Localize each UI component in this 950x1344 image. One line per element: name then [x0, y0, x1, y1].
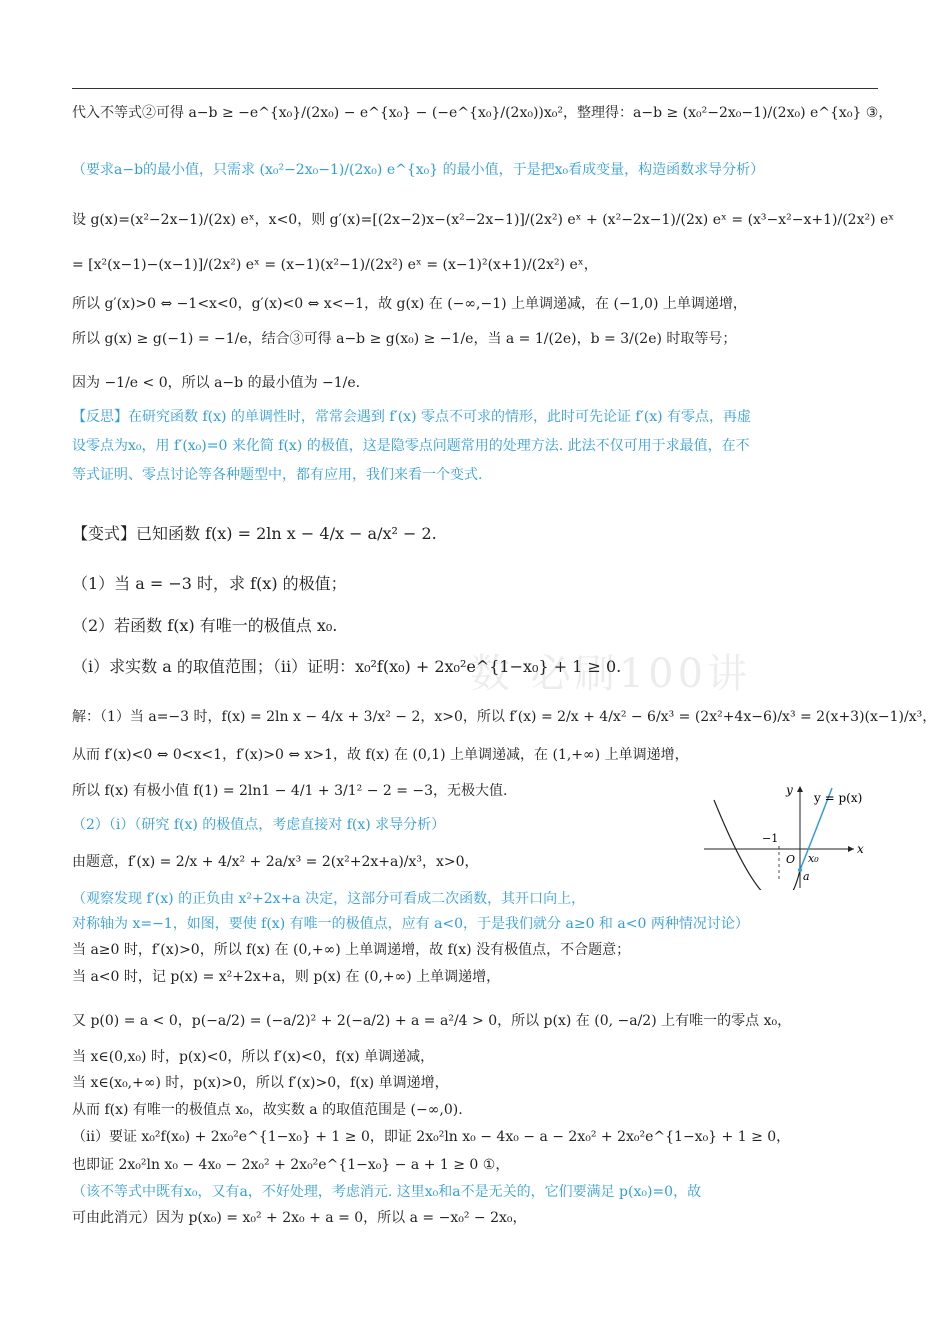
note-line: （该不等式中既有x₀，又有a，不好处理，考虑消元. 这里x₀和a不是无关的，它们要满足 p(x₀)=0，故 — [72, 1184, 702, 1200]
tick-label: −1 — [762, 832, 779, 845]
solution-line: 当 x∈(0,x₀) 时，p(x)<0，所以 f′(x)<0，f(x) 单调递减， — [72, 1049, 435, 1065]
text-line: 设 g(x)=(x²−2x−1)/(2x) eˣ，x<0，则 g′(x)=[(2x−2)x−(x²−2x−1)]/(2x²) eˣ + (x²−2x−1)/(2x) eˣ = (x³−x²−x+1)/(2x²) eˣ — [72, 212, 895, 228]
solution-line: 当 a≥0 时，f′(x)>0，所以 f(x) 在 (0,+∞) 上单调递增，故 f(x) 没有极值点，不合题意； — [72, 942, 631, 958]
intercept-point — [798, 868, 802, 872]
text-line: 所以 g′(x)>0 ⇔ −1<x<0，g′(x)<0 ⇔ x<−1，故 g(x) 在 (−∞,−1) 上单调递减，在 (−1,0) 上单调递增， — [72, 296, 747, 312]
origin-label: O — [786, 853, 796, 866]
note-line: （2）（i）（研究 f(x) 的极值点，考虑直接对 f(x) 求导分析） — [72, 817, 446, 833]
y-axis-label: y — [786, 783, 793, 797]
problem-statement: 【变式】已知函数 f(x) = 2ln x − 4/x − a/x² − 2. — [72, 524, 437, 543]
x-axis-arrow — [848, 846, 854, 852]
parabola-graph — [704, 780, 884, 890]
note-line: （观察发现 f′(x) 的正负由 x²+2x+a 决定，这部分可看成二次函数，其开口向上， — [72, 891, 586, 907]
problem-part: （1）当 a = −3 时，求 f(x) 的极值； — [72, 574, 347, 593]
x-axis-label: x — [857, 842, 864, 856]
solution-line: 从而 f′(x)<0 ⇔ 0<x<1，f′(x)>0 ⇔ x>1，故 f(x) 在 (0,1) 上单调递减，在 (1,+∞) 上单调递增， — [72, 747, 689, 763]
text-line: = [x²(x−1)−(x−1)]/(2x²) eˣ = (x−1)(x²−1)/(2x²) eˣ = (x−1)²(x+1)/(2x²) eˣ， — [72, 257, 598, 273]
text-line: 代入不等式②可得 a−b ≥ −e^{x₀}/(2x₀) − e^{x₀} − (−e^{x₀}/(2x₀))x₀²，整理得：a−b ≥ (x₀²−2x₀−1)/(2x₀) e^{x₀} ③， — [72, 105, 893, 121]
solution-line: 也即证 2x₀²ln x₀ − 4x₀ − 2x₀² + 2x₀²e^{1−x₀} − a + 1 ≥ 0 ①， — [72, 1157, 510, 1173]
parabola-left-branch — [714, 800, 800, 890]
solution-line: 从而 f(x) 有唯一的极值点 x₀，故实数 a 的取值范围是 (−∞,0). — [72, 1102, 463, 1118]
note-line: 设零点为x₀，用 f′(x₀)=0 来化简 f(x) 的极值，这是隐零点问题常用的处理方法. 此法不仅可用于求最值，在不 — [72, 438, 750, 454]
problem-part: （2）若函数 f(x) 有唯一的极值点 x₀. — [72, 616, 338, 635]
note-line: 【反思】在研究函数 f(x) 的单调性时，常常会遇到 f′(x) 零点不可求的情形，此时可先论证 f′(x) 有零点，再虚 — [72, 409, 752, 425]
problem-part: （i）求实数 a 的取值范围；（ii）证明：x₀²f(x₀) + 2x₀²e^{1−x₀} + 1 ≥ 0. — [72, 657, 622, 676]
root-label: x₀ — [808, 852, 819, 865]
solution-line: 当 a<0 时，记 p(x) = x²+2x+a，则 p(x) 在 (0,+∞) 上单调递增， — [72, 969, 501, 985]
solution-line: （ii）要证 x₀²f(x₀) + 2x₀²e^{1−x₀} + 1 ≥ 0，即证 2x₀²ln x₀ − 4x₀ − a − 2x₀² + 2x₀²e^{1−x₀} + 1 ≥ 0， — [72, 1129, 791, 1145]
text-line: 所以 g(x) ≥ g(−1) = −1/e，结合③可得 a−b ≥ g(x₀) ≥ −1/e，当 a = 1/(2e)，b = 3/(2e) 时取等号； — [72, 331, 737, 347]
note-line: （要求a−b的最小值，只需求 (x₀²−2x₀−1)/(2x₀) e^{x₀} 的最小值，于是把x₀看成变量，构造函数求导分析） — [72, 162, 765, 178]
solution-line: 由题意，f′(x) = 2/x + 4/x² + 2a/x³ = 2(x²+2x+a)/x³，x>0， — [72, 854, 479, 870]
solution-line: 所以 f(x) 有极小值 f(1) = 2ln1 − 4/1 + 3/1² − 2 = −3，无极大值. — [72, 783, 508, 799]
top-rule — [72, 88, 878, 89]
intercept-label: a — [803, 870, 810, 883]
text-line: 因为 −1/e < 0，所以 a−b 的最小值为 −1/e. — [72, 375, 361, 391]
note-line: 对称轴为 x=−1，如图，要使 f(x) 有唯一的极值点，应有 a<0，于是我们就分 a≥0 和 a<0 两种情况讨论） — [72, 916, 749, 932]
curve-label: y = p(x) — [814, 791, 863, 805]
solution-line: 当 x∈(x₀,+∞) 时，p(x)>0，所以 f′(x)>0，f(x) 单调递增， — [72, 1075, 449, 1091]
y-axis-arrow — [797, 786, 803, 792]
solution-line: 又 p(0) = a < 0，p(−a/2) = (−a/2)² + 2(−a/2) + a = a²/4 > 0，所以 p(x) 在 (0, −a/2) 上有唯一的零点 x₀， — [72, 1013, 792, 1029]
solution-line: 可由此消元）因为 p(x₀) = x₀² + 2x₀ + a = 0，所以 a = −x₀² − 2x₀， — [72, 1210, 527, 1226]
solution-line: 解：（1）当 a=−3 时，f(x) = 2ln x − 4/x + 3/x² − 2，x>0，所以 f′(x) = 2/x + 4/x² − 6/x³ = (2x²+4x−6)/x³ = 2(x+3)(x−1)/x³， — [72, 709, 937, 725]
watermark: 数 必刷100讲 — [470, 651, 752, 697]
note-line: 等式证明、零点讨论等各种题型中，都有应用，我们来看一个变式. — [72, 467, 483, 483]
